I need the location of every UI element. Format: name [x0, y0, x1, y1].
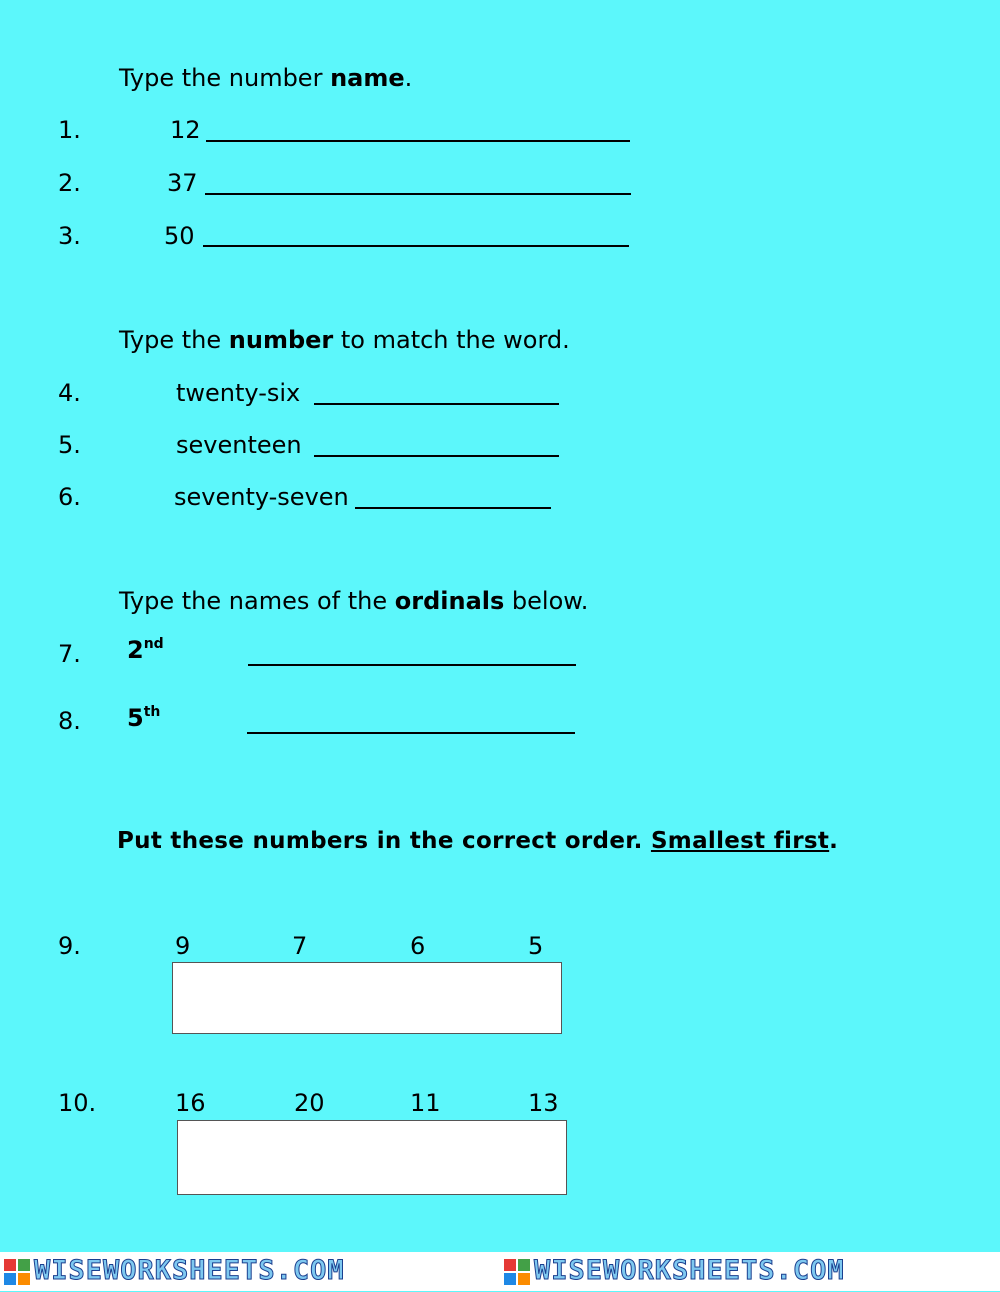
- answer-line-2[interactable]: [205, 193, 631, 195]
- answer-line-3[interactable]: [203, 245, 629, 247]
- instruction-text: Type the: [119, 326, 229, 354]
- answer-line-8[interactable]: [247, 732, 575, 734]
- question-word: twenty-six: [176, 379, 301, 407]
- question-value: 37: [167, 169, 198, 197]
- logo-mark-icon: [504, 1259, 530, 1285]
- question-number: 4.: [58, 379, 81, 407]
- instruction-ordinals: [119, 586, 588, 616]
- order-number: 16: [175, 1089, 206, 1117]
- question-word: seventy-seven: [174, 483, 349, 511]
- question-number: 6.: [58, 483, 81, 511]
- instruction-text: Put these numbers in the correct order.: [117, 828, 651, 854]
- instruction-match-word: [119, 325, 570, 355]
- answer-line-5[interactable]: [314, 455, 559, 457]
- instruction-bold: name: [330, 64, 405, 92]
- instruction-order: [117, 825, 838, 857]
- order-number: 13: [528, 1089, 559, 1117]
- logo-text: WISEWORKSHEETS.COM: [34, 1255, 345, 1286]
- question-number: 2.: [58, 169, 81, 197]
- ordinal-label: [127, 704, 160, 732]
- question-number: 10.: [58, 1089, 97, 1117]
- order-number: 9: [175, 932, 191, 960]
- instruction-text: Type the number: [119, 64, 331, 92]
- answer-line-4[interactable]: [314, 403, 559, 405]
- question-value: 50: [164, 222, 195, 250]
- order-number: 5: [528, 932, 544, 960]
- question-number: 7.: [58, 640, 81, 668]
- ordinal-suffix: th: [143, 704, 161, 720]
- question-number: 1.: [58, 116, 81, 144]
- answer-line-1[interactable]: [206, 140, 630, 142]
- logo-text: WISEWORKSHEETS.COM: [534, 1255, 845, 1286]
- answer-line-7[interactable]: [248, 664, 576, 666]
- instruction-bold: number: [228, 326, 334, 354]
- instruction-text: .: [404, 64, 413, 92]
- order-number: 20: [294, 1089, 325, 1117]
- ordinal-label: [127, 636, 164, 664]
- instruction-underlined: Smallest first: [650, 828, 830, 854]
- question-value: 12: [170, 116, 201, 144]
- ordinal-number: 2: [127, 636, 144, 664]
- watermark-logo: [4, 1256, 345, 1286]
- instruction-text: below.: [504, 587, 589, 615]
- watermark-logo: [504, 1256, 845, 1286]
- question-number: 5.: [58, 431, 81, 459]
- logo-mark-icon: [4, 1259, 30, 1285]
- question-word: seventeen: [176, 431, 302, 459]
- question-number: 9.: [58, 932, 81, 960]
- answer-box-9[interactable]: [172, 962, 562, 1034]
- instruction-text: to match the word.: [333, 326, 570, 354]
- question-number: 3.: [58, 222, 81, 250]
- instruction-text: .: [829, 828, 839, 854]
- question-number: 8.: [58, 707, 81, 735]
- order-number: 7: [292, 932, 308, 960]
- order-number: 6: [410, 932, 426, 960]
- ordinal-number: 5: [127, 704, 144, 732]
- ordinal-suffix: nd: [143, 636, 164, 652]
- instruction-number-name: [119, 63, 412, 93]
- answer-box-10[interactable]: [177, 1120, 567, 1195]
- order-number: 11: [410, 1089, 441, 1117]
- answer-line-6[interactable]: [355, 507, 551, 509]
- instruction-bold: ordinals: [394, 587, 505, 615]
- instruction-text: Type the names of the: [119, 587, 395, 615]
